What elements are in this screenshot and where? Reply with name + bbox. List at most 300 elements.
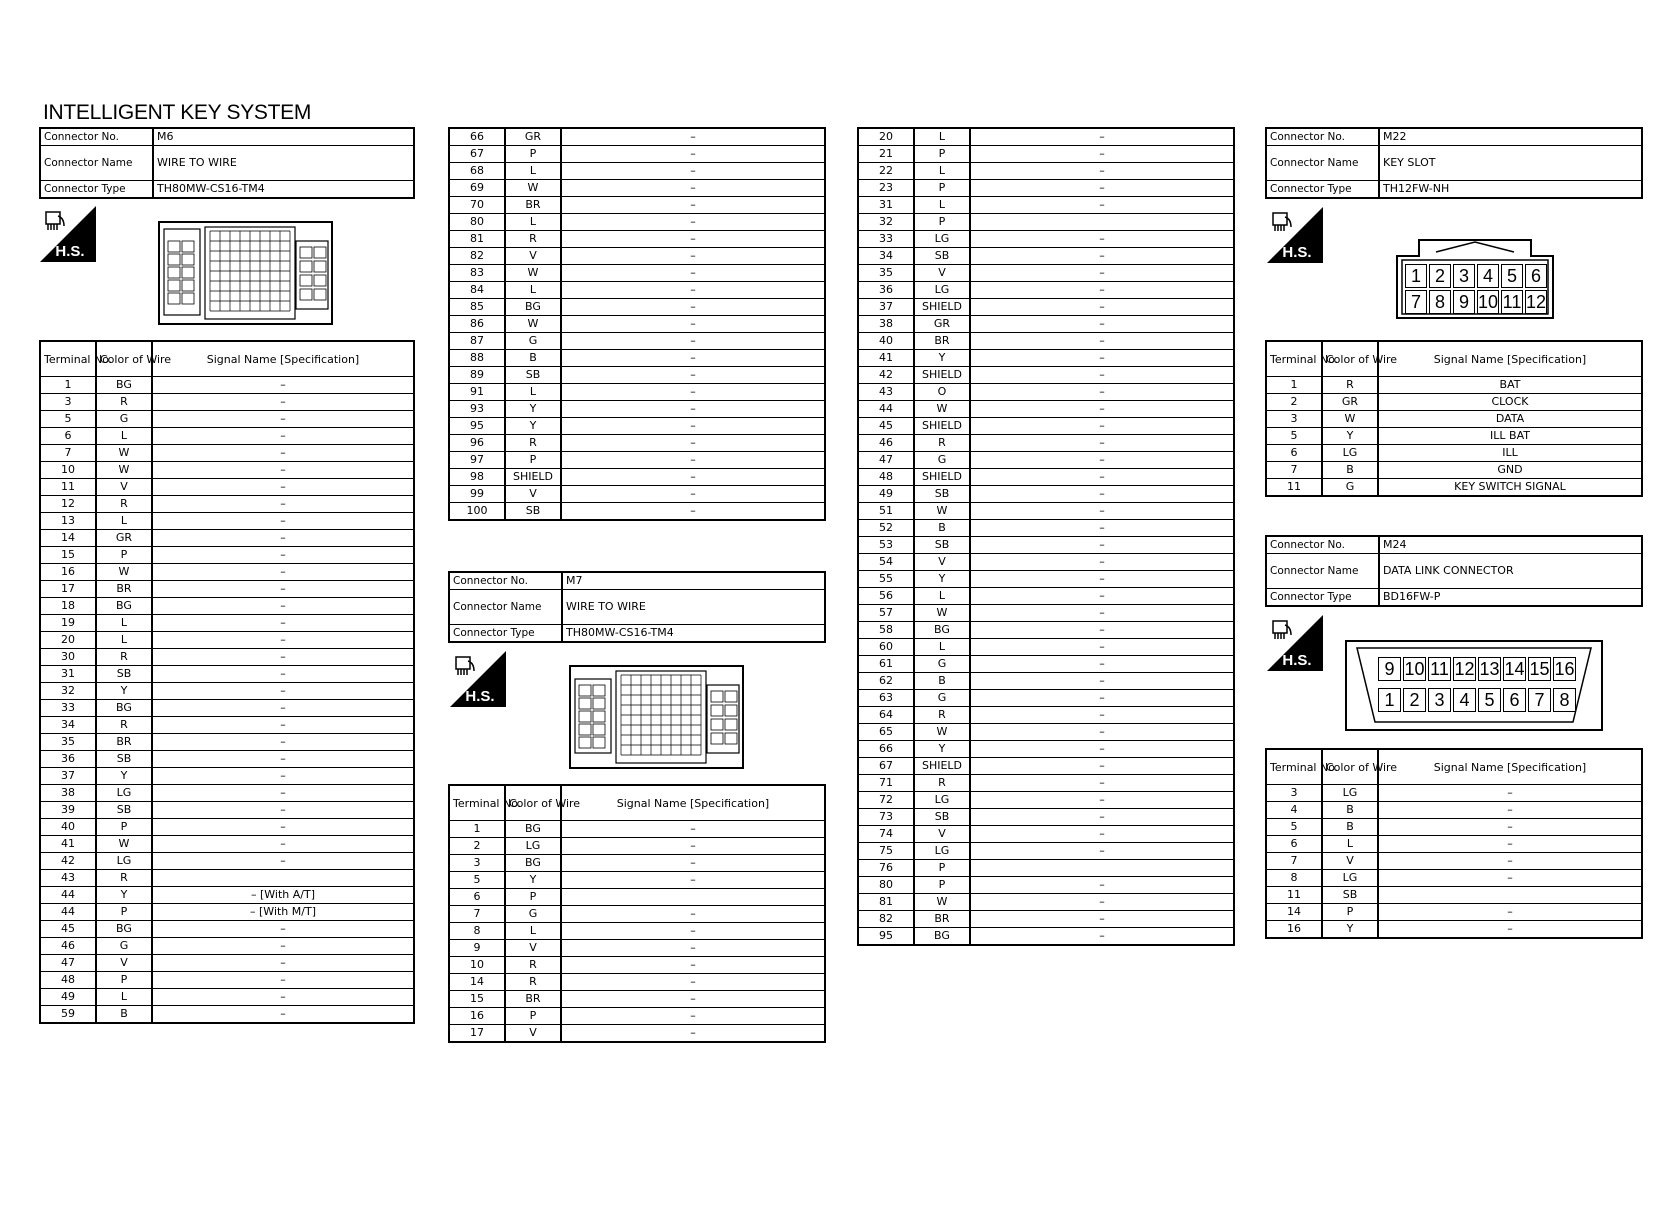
table-row	[858, 333, 1234, 350]
signal-name-cell: –	[561, 923, 825, 940]
terminal-no-cell: 52	[858, 520, 914, 537]
terminal-no-cell: 44	[858, 401, 914, 418]
table-row	[858, 214, 1234, 231]
pin-number: 1	[1405, 264, 1427, 288]
terminal-no-cell: 45	[40, 921, 96, 938]
wire-color-cell: L	[96, 615, 152, 632]
wire-color-cell: V	[914, 265, 970, 282]
wire-color-cell: GR	[1322, 394, 1378, 411]
pin-number: 7	[1405, 290, 1427, 314]
wire-color-cell: Y	[1322, 921, 1378, 939]
signal-name-cell: –	[561, 855, 825, 872]
signal-name-cell: –	[970, 758, 1234, 775]
table-row	[40, 445, 414, 462]
wire-color-cell: SHIELD	[505, 469, 561, 486]
pin-number: 14	[1504, 659, 1525, 679]
pin-number: 4	[1477, 264, 1499, 288]
table-row	[449, 821, 825, 838]
table-row	[40, 802, 414, 819]
terminal-no-cell: 69	[449, 180, 505, 197]
table-row	[449, 1008, 825, 1025]
signal-name-cell: –	[970, 299, 1234, 316]
signal-name-cell: CLOCK	[1378, 394, 1642, 411]
connector-name-value: DATA LINK CONNECTOR	[1379, 554, 1642, 589]
wire-color-cell: V	[914, 554, 970, 571]
terminal-no-cell: 97	[449, 452, 505, 469]
terminal-no-cell: 98	[449, 469, 505, 486]
wire-color-cell: V	[1322, 853, 1378, 870]
wire-color-cell: G	[505, 906, 561, 923]
wire-color-cell: SB	[914, 809, 970, 826]
pin-number: 7	[1528, 688, 1551, 712]
table-row	[449, 957, 825, 974]
terminal-no-cell: 7	[40, 445, 96, 462]
signal-name-cell	[970, 214, 1234, 231]
table-row	[449, 128, 825, 146]
terminal-no-cell: 68	[449, 163, 505, 180]
table-row	[449, 855, 825, 872]
table-row	[449, 146, 825, 163]
wire-color-cell: LG	[914, 282, 970, 299]
pin-number: 8	[1553, 688, 1576, 712]
terminal-no-cell: 55	[858, 571, 914, 588]
wire-color-cell: SB	[96, 751, 152, 768]
table-row	[1266, 802, 1642, 819]
table-row	[449, 435, 825, 452]
terminal-no-cell: 11	[1266, 887, 1322, 904]
terminal-no-cell: 45	[858, 418, 914, 435]
terminal-no-cell: 54	[858, 554, 914, 571]
terminal-no-cell: 85	[449, 299, 505, 316]
terminal-no-cell: 65	[858, 724, 914, 741]
signal-name-cell: KEY SWITCH SIGNAL	[1378, 479, 1642, 497]
terminal-table-m24	[1265, 748, 1643, 939]
table-row	[858, 639, 1234, 656]
table-row	[449, 384, 825, 401]
pin-number: 6	[1525, 264, 1547, 288]
terminal-no-cell: 37	[40, 768, 96, 785]
table-row	[449, 299, 825, 316]
signal-name-header: Signal Name [Specification]	[561, 785, 825, 821]
signal-name-cell: –	[970, 809, 1234, 826]
signal-name-cell: –	[970, 707, 1234, 724]
wire-color-cell: SB	[505, 503, 561, 521]
pin-number: 11	[1502, 292, 1522, 312]
table-row	[40, 547, 414, 564]
signal-name-cell: –	[970, 588, 1234, 605]
signal-name-cell: –	[152, 802, 414, 819]
terminal-no-cell: 96	[449, 435, 505, 452]
terminal-no-cell: 58	[858, 622, 914, 639]
page-title: INTELLIGENT KEY SYSTEM	[43, 101, 312, 124]
table-row	[40, 411, 414, 428]
table-row	[1266, 428, 1642, 445]
wire-color-cell: BR	[505, 197, 561, 214]
terminal-no-cell: 57	[858, 605, 914, 622]
table-row	[858, 163, 1234, 180]
wire-color-cell: O	[914, 384, 970, 401]
wire-color-cell: P	[505, 889, 561, 906]
wire-color-cell: SB	[96, 802, 152, 819]
terminal-no-cell: 81	[449, 231, 505, 248]
wire-color-cell: L	[96, 632, 152, 649]
table-row	[858, 350, 1234, 367]
m24-pin-row-bottom	[1378, 688, 1578, 712]
terminal-no-cell: 6	[40, 428, 96, 445]
table-row	[449, 889, 825, 906]
wire-color-cell: SB	[914, 537, 970, 554]
wire-color-cell: W	[1322, 411, 1378, 428]
table-row	[858, 231, 1234, 248]
signal-name-cell: –	[561, 452, 825, 469]
signal-name-cell: –	[970, 503, 1234, 520]
table-row	[858, 537, 1234, 554]
terminal-no-cell: 23	[858, 180, 914, 197]
table-row	[40, 921, 414, 938]
terminal-no-cell: 36	[858, 282, 914, 299]
harness-side-icon	[1267, 615, 1323, 671]
terminal-no-cell: 35	[858, 265, 914, 282]
signal-name-cell: –	[970, 128, 1234, 146]
terminal-no-cell: 66	[858, 741, 914, 758]
signal-name-cell: –	[970, 605, 1234, 622]
terminal-no-cell: 49	[858, 486, 914, 503]
terminal-no-cell: 43	[40, 870, 96, 887]
wire-color-cell: BG	[96, 921, 152, 938]
signal-name-cell: –	[152, 564, 414, 581]
terminal-no-cell: 37	[858, 299, 914, 316]
signal-name-cell: –	[970, 656, 1234, 673]
pin-number: 9	[1453, 290, 1475, 314]
wire-color-cell: L	[96, 513, 152, 530]
pin-number: 9	[1378, 657, 1401, 681]
terminal-no-cell: 72	[858, 792, 914, 809]
color-of-wire-header: Color of Wire	[1322, 341, 1378, 377]
wire-color-cell: V	[505, 486, 561, 503]
wire-color-cell: L	[914, 197, 970, 214]
terminal-no-cell: 100	[449, 503, 505, 521]
wire-color-cell: W	[914, 605, 970, 622]
signal-name-cell: –	[152, 547, 414, 564]
signal-name-cell: –	[561, 906, 825, 923]
signal-name-cell: –	[561, 957, 825, 974]
table-row	[858, 384, 1234, 401]
connector-face-m7	[569, 665, 744, 769]
signal-name-cell: –	[970, 435, 1234, 452]
wire-color-cell: L	[1322, 836, 1378, 853]
table-row	[858, 588, 1234, 605]
connector-name-value: KEY SLOT	[1379, 146, 1642, 181]
pin-number: 4	[1453, 688, 1476, 712]
connector-name-label: Connector Name	[40, 146, 153, 181]
signal-name-cell: ILL BAT	[1378, 428, 1642, 445]
table-row	[40, 734, 414, 751]
terminal-no-cell: 44	[40, 887, 96, 904]
terminal-no-cell: 3	[1266, 785, 1322, 802]
wire-color-cell: Y	[914, 741, 970, 758]
wire-color-cell: SHIELD	[914, 299, 970, 316]
wire-color-cell: L	[96, 989, 152, 1006]
signal-name-cell: –	[561, 940, 825, 957]
wire-color-cell: R	[505, 231, 561, 248]
terminal-no-cell: 3	[449, 855, 505, 872]
wire-color-cell: BR	[505, 991, 561, 1008]
signal-name-cell: –	[152, 394, 414, 411]
wire-color-cell: L	[505, 282, 561, 299]
terminal-no-cell: 86	[449, 316, 505, 333]
terminal-no-cell: 80	[449, 214, 505, 231]
wire-color-cell: B	[1322, 819, 1378, 836]
signal-name-cell: –	[970, 911, 1234, 928]
table-row	[858, 503, 1234, 520]
terminal-no-cell: 88	[449, 350, 505, 367]
wire-color-cell: LG	[914, 792, 970, 809]
wire-color-cell: R	[96, 870, 152, 887]
terminal-no-cell: 3	[40, 394, 96, 411]
signal-name-cell: –	[152, 632, 414, 649]
terminal-no-cell: 5	[40, 411, 96, 428]
signal-name-cell: –	[970, 690, 1234, 707]
table-row	[858, 128, 1234, 146]
table-row	[858, 690, 1234, 707]
terminal-table-m6-continued	[448, 127, 826, 521]
terminal-no-cell: 31	[858, 197, 914, 214]
terminal-no-cell: 33	[40, 700, 96, 717]
terminal-no-cell: 84	[449, 282, 505, 299]
signal-name-cell: –	[152, 819, 414, 836]
table-row	[449, 940, 825, 957]
terminal-no-cell: 48	[858, 469, 914, 486]
wire-color-cell: V	[96, 479, 152, 496]
table-row	[40, 649, 414, 666]
wire-color-cell: LG	[1322, 445, 1378, 462]
table-row	[40, 377, 414, 394]
signal-name-cell: –	[970, 792, 1234, 809]
color-of-wire-header: Color of Wire	[96, 341, 152, 377]
signal-name-cell: –	[152, 530, 414, 547]
table-row	[449, 401, 825, 418]
wire-color-cell: BG	[96, 377, 152, 394]
terminal-no-cell: 32	[858, 214, 914, 231]
signal-name-cell: –	[561, 1025, 825, 1043]
signal-name-cell: –	[970, 639, 1234, 656]
signal-name-cell: –	[152, 921, 414, 938]
signal-name-cell: –	[561, 872, 825, 889]
table-row	[449, 452, 825, 469]
terminal-no-cell: 59	[40, 1006, 96, 1024]
connector-no-label: Connector No.	[1266, 128, 1379, 146]
wire-color-cell: Y	[505, 872, 561, 889]
table-row	[858, 758, 1234, 775]
terminal-no-cell: 5	[1266, 819, 1322, 836]
pin-number: 6	[1503, 688, 1526, 712]
signal-name-cell: –	[152, 1006, 414, 1024]
table-row	[40, 615, 414, 632]
signal-name-cell: –	[152, 581, 414, 598]
wire-color-cell: R	[96, 496, 152, 513]
pin-number: 5	[1501, 264, 1523, 288]
terminal-no-cell: 49	[40, 989, 96, 1006]
signal-name-cell: –	[970, 231, 1234, 248]
terminal-no-cell: 34	[858, 248, 914, 265]
terminal-no-cell: 40	[858, 333, 914, 350]
signal-name-cell: –	[152, 411, 414, 428]
signal-name-cell: –	[970, 163, 1234, 180]
terminal-no-cell: 14	[40, 530, 96, 547]
signal-name-cell: –	[152, 479, 414, 496]
terminal-no-cell: 75	[858, 843, 914, 860]
table-row	[858, 146, 1234, 163]
terminal-no-cell: 13	[40, 513, 96, 530]
terminal-no-cell: 70	[449, 197, 505, 214]
terminal-no-cell: 1	[449, 821, 505, 838]
wire-color-cell: G	[96, 411, 152, 428]
signal-name-cell: –	[152, 377, 414, 394]
table-row	[858, 248, 1234, 265]
wire-color-cell: SB	[914, 248, 970, 265]
signal-name-cell: –	[152, 734, 414, 751]
terminal-no-cell: 20	[40, 632, 96, 649]
table-row	[1266, 904, 1642, 921]
signal-name-cell: – [With A/T]	[152, 887, 414, 904]
table-row	[1266, 445, 1642, 462]
terminal-no-cell: 8	[1266, 870, 1322, 887]
signal-name-cell: –	[561, 384, 825, 401]
terminal-table-m22	[1265, 340, 1643, 497]
signal-name-cell: –	[561, 1008, 825, 1025]
table-row	[449, 418, 825, 435]
color-of-wire-header: Color of Wire	[505, 785, 561, 821]
table-row	[858, 741, 1234, 758]
m24-pin-row-top	[1378, 657, 1578, 681]
pin-number: 2	[1403, 688, 1426, 712]
table-row	[1266, 870, 1642, 887]
wire-color-cell: L	[96, 428, 152, 445]
connector-no-value: M24	[1379, 536, 1642, 554]
table-row	[858, 843, 1234, 860]
signal-name-cell: –	[970, 741, 1234, 758]
wire-color-cell: W	[505, 265, 561, 282]
terminal-no-cell: 32	[40, 683, 96, 700]
wire-color-cell: SB	[505, 367, 561, 384]
terminal-no-cell: 42	[858, 367, 914, 384]
table-row	[858, 775, 1234, 792]
wire-color-cell: LG	[96, 785, 152, 802]
signal-name-cell: –	[970, 384, 1234, 401]
connector-type-label: Connector Type	[1266, 589, 1379, 607]
signal-name-cell: –	[1378, 853, 1642, 870]
signal-name-cell: –	[970, 316, 1234, 333]
signal-name-cell: –	[152, 938, 414, 955]
signal-name-cell: –	[561, 991, 825, 1008]
terminal-no-cell: 81	[858, 894, 914, 911]
terminal-no-cell: 82	[858, 911, 914, 928]
wire-color-cell: P	[505, 146, 561, 163]
wire-color-cell: V	[505, 1025, 561, 1043]
table-row	[40, 496, 414, 513]
table-row	[858, 656, 1234, 673]
pin-number: 8	[1429, 290, 1451, 314]
signal-name-cell: –	[152, 836, 414, 853]
hs-badge-text: H.S.	[1282, 652, 1312, 669]
wire-color-cell: GR	[505, 128, 561, 146]
table-row	[449, 197, 825, 214]
wire-color-cell: SHIELD	[914, 469, 970, 486]
table-row	[1266, 853, 1642, 870]
terminal-no-cell: 16	[40, 564, 96, 581]
terminal-no-cell: 30	[40, 649, 96, 666]
table-row	[40, 853, 414, 870]
terminal-no-cell: 1	[1266, 377, 1322, 394]
terminal-no-cell: 67	[858, 758, 914, 775]
table-row	[858, 809, 1234, 826]
wire-color-cell: P	[914, 877, 970, 894]
pin-number: 3	[1453, 264, 1475, 288]
signal-name-cell: –	[970, 486, 1234, 503]
wire-color-cell: B	[1322, 802, 1378, 819]
signal-name-cell	[152, 870, 414, 887]
signal-name-cell: –	[1378, 802, 1642, 819]
table-row	[858, 554, 1234, 571]
connector-info-m7	[448, 571, 826, 643]
hs-badge-text: H.S.	[465, 688, 495, 705]
signal-name-cell: –	[152, 972, 414, 989]
signal-name-cell: –	[561, 367, 825, 384]
signal-name-cell: –	[152, 445, 414, 462]
terminal-no-cell: 34	[40, 717, 96, 734]
terminal-no-cell: 7	[1266, 462, 1322, 479]
wire-color-cell: LG	[914, 843, 970, 860]
signal-name-cell: –	[152, 785, 414, 802]
terminal-no-cell: 66	[449, 128, 505, 146]
signal-name-cell: –	[970, 265, 1234, 282]
table-row	[858, 860, 1234, 877]
table-row	[449, 991, 825, 1008]
pin-number: 15	[1529, 659, 1550, 679]
wire-color-cell: LG	[1322, 870, 1378, 887]
wire-color-cell: R	[505, 974, 561, 991]
signal-name-cell: –	[970, 197, 1234, 214]
terminal-no-cell: 47	[40, 955, 96, 972]
wire-color-cell: R	[914, 435, 970, 452]
terminal-no-cell: 12	[40, 496, 96, 513]
wire-color-cell: BR	[96, 581, 152, 598]
wire-color-cell: W	[505, 316, 561, 333]
signal-name-cell: DATA	[1378, 411, 1642, 428]
connector-name-label: Connector Name	[1266, 146, 1379, 181]
table-row	[858, 265, 1234, 282]
terminal-no-cell: 22	[858, 163, 914, 180]
wire-color-cell: Y	[1322, 428, 1378, 445]
table-row	[449, 265, 825, 282]
signal-name-cell: –	[561, 486, 825, 503]
signal-name-cell: –	[970, 537, 1234, 554]
table-row	[858, 877, 1234, 894]
terminal-no-cell: 35	[40, 734, 96, 751]
table-row	[40, 904, 414, 921]
table-row	[858, 928, 1234, 946]
wire-color-cell: P	[96, 547, 152, 564]
wire-color-cell: P	[96, 819, 152, 836]
signal-name-cell: GND	[1378, 462, 1642, 479]
wire-color-cell: L	[505, 163, 561, 180]
table-row	[40, 632, 414, 649]
terminal-no-cell: 82	[449, 248, 505, 265]
terminal-no-cell: 4	[1266, 802, 1322, 819]
table-row	[40, 479, 414, 496]
signal-name-cell	[970, 860, 1234, 877]
terminal-no-cell: 93	[449, 401, 505, 418]
